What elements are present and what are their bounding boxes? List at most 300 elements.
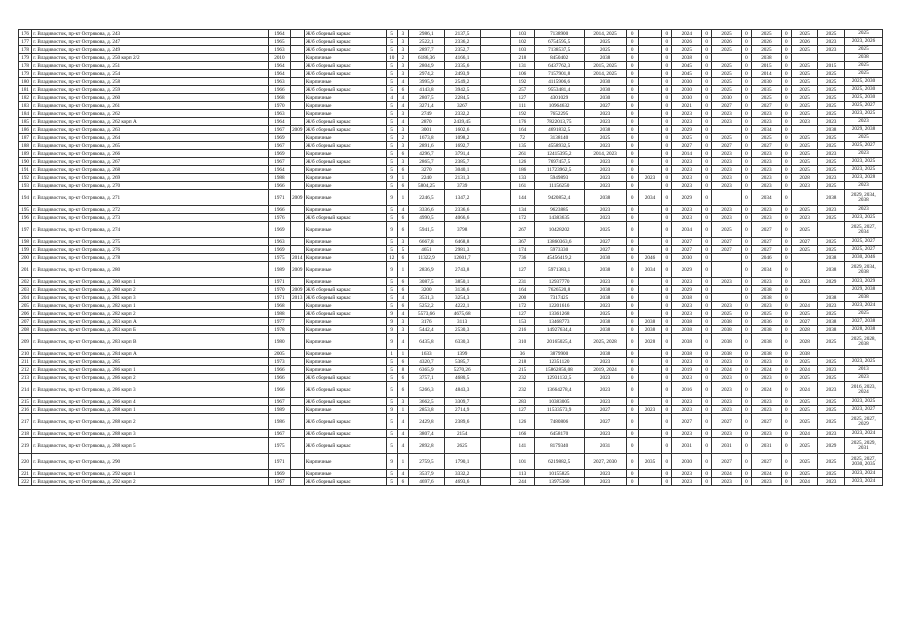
table-cell: 215 <box>511 366 534 374</box>
table-cell: Ж/б сборный каркас <box>304 62 386 70</box>
table-cell: 0 <box>662 414 672 430</box>
table-cell: 6 <box>397 478 408 486</box>
table-cell: 2023 <box>672 214 702 222</box>
table-cell: г. Владивосток, пр-кт Острякова, д. 267 <box>32 158 269 166</box>
table-cell: 0 <box>702 318 712 326</box>
table-cell: 207 <box>19 318 32 326</box>
table-cell: 5973330 <box>534 246 584 254</box>
table-cell: 211 <box>19 358 32 366</box>
table-cell: 178 <box>19 46 32 54</box>
table-cell: 184 <box>19 110 32 118</box>
table-cell: 0 <box>781 62 791 70</box>
table-cell: Ж/б сборный каркас <box>304 126 386 134</box>
table-cell: 4 <box>397 438 408 454</box>
table-cell: 6 <box>397 302 408 310</box>
table-cell: 2038 <box>752 294 782 302</box>
table-cell: 2870 <box>409 118 445 126</box>
table-cell <box>480 86 511 94</box>
table-cell: 2016 <box>672 382 702 398</box>
table-cell: 2023 <box>752 478 782 486</box>
table-cell: 0 <box>741 430 751 438</box>
table-cell: 0 <box>741 158 751 166</box>
table-cell: Ж/б сборный каркас <box>304 294 386 302</box>
table-cell: 2023 <box>712 278 742 286</box>
table-cell <box>480 310 511 318</box>
table-cell: 2038 <box>752 54 782 62</box>
table-cell: Ж/б сборный каркас <box>304 478 386 486</box>
table-cell: Кирпичные <box>304 222 386 238</box>
table-cell: 2027 <box>752 222 782 238</box>
table-cell: 261 <box>511 150 534 158</box>
table-cell: 4 <box>397 430 408 438</box>
table-cell: 5 <box>386 382 397 398</box>
table-cell: 2025 <box>791 46 818 54</box>
table-cell: 2023 <box>672 310 702 318</box>
table-cell: г. Владивосток, пр-кт Острякова, д. 260 <box>32 94 269 102</box>
table-cell: 5385,7 <box>444 358 480 366</box>
table-cell: 0 <box>626 254 638 262</box>
table-cell: 1399 <box>444 350 480 358</box>
table-cell: 1967 <box>269 158 290 166</box>
table-cell: 2034 <box>752 190 782 206</box>
table-cell: 1977 <box>269 318 290 326</box>
table-cell: 5442,4 <box>409 326 445 334</box>
table-cell <box>290 62 304 70</box>
table-cell: 2024 <box>791 302 818 310</box>
table-cell <box>638 46 661 54</box>
table-cell: 0 <box>662 262 672 278</box>
table-cell <box>480 470 511 478</box>
table-cell: 5 <box>386 46 397 54</box>
table-cell: г. Владивосток, пр-кт Острякова, д. 268 <box>32 166 269 174</box>
table-cell: 2025 <box>752 94 782 102</box>
table-cell: 0 <box>741 302 751 310</box>
table-cell: Ж/б сборный каркас <box>304 30 386 38</box>
table-cell: 2027 <box>584 406 626 414</box>
table-cell: 2025 <box>844 310 882 318</box>
table-cell: 2025 <box>791 30 818 38</box>
table-cell: 2023 <box>584 214 626 222</box>
table-cell: 2023 <box>712 182 742 190</box>
table-cell: 0 <box>662 134 672 142</box>
table-cell: 15862856,08 <box>534 366 584 374</box>
table-cell: 2027 <box>712 454 742 470</box>
table-cell: 2025 <box>712 70 742 78</box>
table-cell: 2027 <box>712 142 742 150</box>
table-cell: 2023 <box>791 182 818 190</box>
table-cell: 2025 <box>791 454 818 470</box>
table-cell: 4558932,5 <box>534 142 584 150</box>
table-cell: 3995,9 <box>409 78 445 86</box>
table-cell: г. Владивосток, пр-кт Острякова, д. 265 <box>32 142 269 150</box>
table-cell: 2025 <box>791 406 818 414</box>
table-cell: 2336,2 <box>444 38 480 46</box>
table-cell: 2029 <box>672 126 702 134</box>
table-cell: 0 <box>662 278 672 286</box>
table-cell: 0 <box>662 238 672 246</box>
table-cell: 2023 <box>672 406 702 414</box>
table-cell: 4 <box>397 78 408 86</box>
table-cell: 217 <box>19 414 32 430</box>
table-row <box>19 382 883 398</box>
table-cell: 2025 <box>818 102 845 110</box>
table-cell: 4697,6 <box>409 478 445 486</box>
table-cell: 1989 <box>269 262 290 278</box>
table-cell: 1964 <box>269 30 290 38</box>
table-cell: 2038 <box>584 190 626 206</box>
table-cell: 2023 <box>818 38 845 46</box>
table-cell: 1 <box>397 406 408 414</box>
table-cell: 2549,2 <box>444 78 480 86</box>
table-cell: 14383635 <box>534 214 584 222</box>
table-cell: 194 <box>19 190 32 206</box>
table-cell: 0 <box>741 318 751 326</box>
table-cell <box>638 54 661 62</box>
table-cell: 0 <box>781 206 791 214</box>
table-cell: 0 <box>741 94 751 102</box>
table-cell: 2029, 2034, 2038 <box>844 190 882 206</box>
table-cell: 5 <box>386 358 397 366</box>
table-cell: 2035 <box>638 454 661 470</box>
table-cell: 190 <box>19 158 32 166</box>
table-cell: Кирпичные <box>304 134 386 142</box>
table-cell: 0 <box>662 470 672 478</box>
table-cell: 5 <box>386 86 397 94</box>
table-cell <box>638 398 661 406</box>
table-cell: г. Владивосток, пр-кт Острякова, д. 282 корп 1 <box>32 302 269 310</box>
table-cell: 0 <box>781 118 791 126</box>
table-cell: 0 <box>702 262 712 278</box>
table-cell: Кирпичные <box>304 182 386 190</box>
table-cell: 0 <box>662 286 672 294</box>
table-cell: 2804,9 <box>409 62 445 70</box>
table-cell: Ж/б сборный каркас <box>304 382 386 398</box>
table-cell: 0 <box>662 150 672 158</box>
table-cell: 2891,6 <box>409 142 445 150</box>
table-cell: 0 <box>662 454 672 470</box>
table-cell: 2892,8 <box>409 438 445 454</box>
table-cell: 219 <box>19 438 32 454</box>
table-cell: 2429,8 <box>409 414 445 430</box>
table-cell: г. Владивосток, пр-кт Острякова, д. 264 <box>32 134 269 142</box>
table-cell: г. Владивосток, пр-кт Острякова, д. 288 корп 1 <box>32 406 269 414</box>
table-cell: 5 <box>386 166 397 174</box>
table-cell: 0 <box>781 302 791 310</box>
table-row <box>19 118 883 126</box>
table-cell: 0 <box>781 126 791 134</box>
table-cell: 1964 <box>269 118 290 126</box>
table-cell: 2023 <box>672 278 702 286</box>
table-cell: г. Владивосток, пр-кт Острякова, д. 278 <box>32 254 269 262</box>
table-cell: 0 <box>781 366 791 374</box>
table-cell <box>791 286 818 294</box>
table-cell: 0 <box>741 38 751 46</box>
table-cell <box>638 358 661 366</box>
table-row <box>19 262 883 278</box>
table-cell <box>480 358 511 366</box>
table-cell: 4296,7 <box>409 150 445 158</box>
table-cell: 310 <box>511 334 534 350</box>
table-cell: 127 <box>511 310 534 318</box>
table-cell: 2023, 2024 <box>844 430 882 438</box>
table-cell: Кирпичные <box>304 454 386 470</box>
table-cell: 4 <box>397 94 408 102</box>
table-cell: 3 <box>397 238 408 246</box>
table-cell: Ж/б сборный каркас <box>304 86 386 94</box>
table-cell: 257 <box>511 86 534 94</box>
table-cell: 0 <box>781 30 791 38</box>
table-cell <box>638 478 661 486</box>
table-cell: 2023 <box>818 382 845 398</box>
table-cell: 4691832,5 <box>534 126 584 134</box>
table-cell <box>844 350 882 358</box>
table-cell: 2023 <box>752 166 782 174</box>
table-cell: 2023 <box>818 174 845 182</box>
table-cell: г. Владивосток, пр-кт Острякова, д. 271 <box>32 190 269 206</box>
table-row <box>19 246 883 254</box>
table-cell: 2038 <box>584 126 626 134</box>
table-cell: Кирпичные <box>304 350 386 358</box>
table-row <box>19 46 883 54</box>
table-cell: 2981,3 <box>444 246 480 254</box>
table-cell: 5 <box>386 366 397 374</box>
table-cell: 2023 <box>712 478 742 486</box>
table-cell: 2023, 2024 <box>844 470 882 478</box>
table-cell: 4 <box>397 414 408 430</box>
table-cell: г. Владивосток, пр-кт Острякова, д. 286 корп 4 <box>32 398 269 406</box>
table-cell: 2027 <box>752 142 782 150</box>
table-cell: 0 <box>626 38 638 46</box>
table-cell: 177 <box>19 38 32 46</box>
table-cell: 172 <box>511 302 534 310</box>
table-cell: 2024 <box>752 382 782 398</box>
table-cell: 2439,45 <box>444 118 480 126</box>
table-cell: 2031 <box>752 438 782 454</box>
table-cell: 0 <box>626 174 638 182</box>
table-cell: 1971 <box>269 454 290 470</box>
table-cell: 2023, 2024 <box>844 478 882 486</box>
table-cell: 5 <box>386 214 397 222</box>
table-cell <box>290 302 304 310</box>
table-cell: 144 <box>511 190 534 206</box>
table-cell: 195 <box>19 206 32 214</box>
table-cell <box>638 30 661 38</box>
table-cell: 2029 <box>818 278 845 286</box>
table-cell: 3 <box>397 158 408 166</box>
table-cell: 5 <box>386 478 397 486</box>
table-cell: 1963 <box>269 78 290 86</box>
table-cell: 2023 <box>712 206 742 214</box>
table-cell: 0 <box>626 214 638 222</box>
table-cell: 2024 <box>752 366 782 374</box>
table-cell: 176 <box>511 118 534 126</box>
table-cell: 2028, 2038 <box>844 326 882 334</box>
table-cell: 0 <box>781 166 791 174</box>
table-cell: г. Владивосток, пр-кт Острякова, д. 284 корп А <box>32 350 269 358</box>
table-cell: 8450402 <box>534 54 584 62</box>
table-cell <box>712 190 742 206</box>
table-cell: Кирпичные <box>304 246 386 254</box>
table-cell: 209 <box>19 334 32 350</box>
table-cell: 1975 <box>269 254 290 262</box>
table-cell: 2023 <box>584 166 626 174</box>
table-cell: 2023 <box>752 398 782 406</box>
table-cell <box>791 126 818 134</box>
table-cell: 2025 <box>712 86 742 94</box>
table-cell: 0 <box>662 350 672 358</box>
table-cell: 2029 <box>818 438 845 454</box>
table-cell: 3136,6 <box>444 286 480 294</box>
table-cell: 172 <box>511 214 534 222</box>
table-cell: г. Владивосток, пр-кт Острякова, д. 286 корп 1 <box>32 366 269 374</box>
table-cell: 1971 <box>269 278 290 286</box>
table-cell: 283 <box>511 398 534 406</box>
table-cell: 2025 <box>712 134 742 142</box>
table-cell: г. Владивосток, пр-кт Острякова, д. 282 корп 2 <box>32 310 269 318</box>
table-cell: 0 <box>741 294 751 302</box>
table-cell <box>480 102 511 110</box>
table-row <box>19 54 883 62</box>
table-cell <box>290 142 304 150</box>
table-cell: 2025 <box>712 62 742 70</box>
table-cell: 186 <box>19 126 32 134</box>
table-cell: 0 <box>781 438 791 454</box>
table-cell <box>290 46 304 54</box>
table-cell: 7138900 <box>534 30 584 38</box>
table-cell: 2038 <box>818 254 845 262</box>
table-row <box>19 414 883 430</box>
table-row <box>19 134 883 142</box>
table-cell: 2023 <box>752 302 782 310</box>
table-cell: 2023 <box>584 302 626 310</box>
table-cell: 2025 <box>818 30 845 38</box>
table-cell: 36 <box>511 350 534 358</box>
table-cell: 2034 <box>672 222 702 238</box>
table-cell <box>290 134 304 142</box>
table-cell: 2015 <box>752 62 782 70</box>
table-cell: 2038 <box>672 318 702 326</box>
table-cell: 0 <box>741 110 751 118</box>
table-cell: 5 <box>386 374 397 382</box>
table-cell: 6 <box>397 214 408 222</box>
table-cell: 2029 <box>672 190 702 206</box>
table-cell: 1965 <box>269 38 290 46</box>
table-cell: 2865,7 <box>409 158 445 166</box>
table-cell: 232 <box>511 374 534 382</box>
table-cell: 0 <box>626 62 638 70</box>
table-cell: 0 <box>702 206 712 214</box>
table-cell: 2023 <box>791 214 818 222</box>
table-cell <box>480 94 511 102</box>
table-row <box>19 318 883 326</box>
table-cell <box>638 470 661 478</box>
table-cell: 205 <box>19 302 32 310</box>
table-cell: 0 <box>662 302 672 310</box>
table-cell: 0 <box>626 414 638 430</box>
table-cell: 2023 <box>844 150 882 158</box>
table-cell: 1988 <box>269 310 290 318</box>
table-cell: 0 <box>781 294 791 302</box>
table-cell: 1964 <box>269 166 290 174</box>
table-cell: г. Владивосток, пр-кт Острякова, д. 286 корп 2 <box>32 374 269 382</box>
table-cell <box>480 398 511 406</box>
table-cell <box>712 126 742 134</box>
table-cell: 0 <box>702 150 712 158</box>
table-cell: 0 <box>662 30 672 38</box>
table-cell: 0 <box>626 222 638 238</box>
table-cell: 7138537,5 <box>534 46 584 54</box>
table-cell: 0 <box>702 334 712 350</box>
table-cell: 0 <box>781 414 791 430</box>
table-cell: 2030 <box>712 94 742 102</box>
table-cell: 0 <box>626 182 638 190</box>
table-cell: 3 <box>397 318 408 326</box>
table-cell: 0 <box>741 134 751 142</box>
table-cell: Кирпичные <box>304 326 386 334</box>
table-cell: г. Владивосток, пр-кт Острякова, д. 258 <box>32 78 269 86</box>
table-cell <box>290 334 304 350</box>
table-cell: 2154 <box>444 430 480 438</box>
table-cell: 5 <box>386 110 397 118</box>
table-cell: 0 <box>662 326 672 334</box>
table-cell: 2024 <box>791 382 818 398</box>
table-cell <box>290 358 304 366</box>
table-cell: 12415395,2 <box>534 150 584 158</box>
table-cell: 1967 <box>269 430 290 438</box>
table-cell <box>638 118 661 126</box>
table-cell: 45456419,2 <box>534 254 584 262</box>
table-cell: 3 <box>397 110 408 118</box>
table-cell: 2023 <box>752 214 782 222</box>
table-cell: 736 <box>511 254 534 262</box>
table-cell: 3176 <box>409 318 445 326</box>
table-cell: 0 <box>741 246 751 254</box>
table-cell: 0 <box>741 406 751 414</box>
table-cell: 2385,7 <box>444 158 480 166</box>
table-cell: 3 <box>397 142 408 150</box>
table-cell: 2025 <box>791 86 818 94</box>
table-cell: 3 <box>397 46 408 54</box>
table-cell: 2025, 2027 <box>844 238 882 246</box>
table-cell: 2023 <box>584 358 626 366</box>
table-cell: 10428202 <box>534 222 584 238</box>
table-cell: 0 <box>662 406 672 414</box>
table-cell: 0 <box>662 174 672 182</box>
table-cell: 267 <box>511 222 534 238</box>
table-cell: 5 <box>386 62 397 70</box>
table-cell: 2023 <box>584 478 626 486</box>
table-cell: 2025 <box>818 78 845 86</box>
table-cell: 203 <box>19 286 32 294</box>
table-cell: 0 <box>781 430 791 438</box>
table-cell: 2029, 2038 <box>844 286 882 294</box>
table-cell: 0 <box>702 214 712 222</box>
table-cell: 2759,5 <box>409 454 445 470</box>
table-cell: 5971383,1 <box>534 262 584 278</box>
table-cell: 1971 <box>269 294 290 302</box>
table-cell: 3200 <box>409 286 445 294</box>
table-cell: 2038 <box>818 262 845 278</box>
table-row <box>19 174 883 182</box>
table-cell: 0 <box>702 454 712 470</box>
table-cell: 0 <box>741 238 751 246</box>
table-cell <box>638 150 661 158</box>
table-cell: 2025 <box>818 238 845 246</box>
table-cell: 0 <box>702 254 712 262</box>
table-cell: 0 <box>781 174 791 182</box>
table-cell: Кирпичные <box>304 206 386 214</box>
table-cell: 0 <box>626 374 638 382</box>
